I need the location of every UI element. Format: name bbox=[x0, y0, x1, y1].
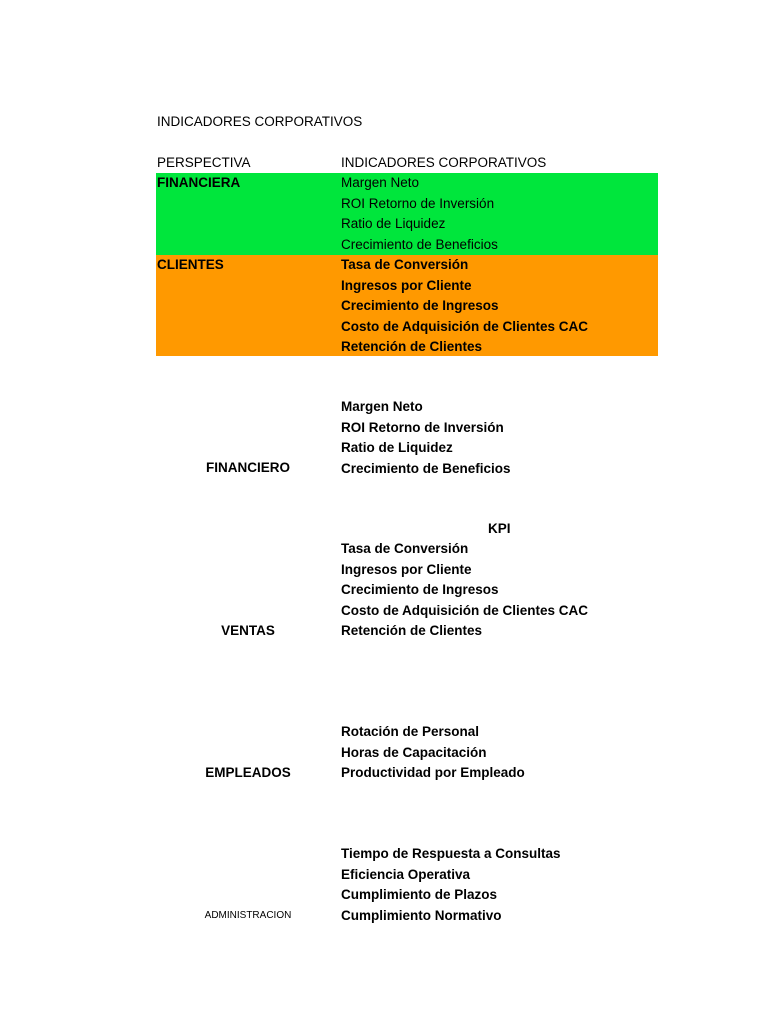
ventas-kpi-list bbox=[341, 539, 588, 642]
empleados-kpi-list bbox=[341, 722, 525, 784]
kpi-label: KPI bbox=[488, 521, 511, 536]
list-item: Crecimiento de Beneficios bbox=[341, 236, 498, 252]
list-item: Rotación de Personal bbox=[341, 724, 480, 739]
list-item: Margen Neto bbox=[341, 399, 423, 414]
group-label-administracion: ADMINISTRACION bbox=[204, 910, 292, 921]
financiero-kpi-list bbox=[341, 397, 511, 479]
group-label-financiero: FINANCIERO bbox=[206, 460, 290, 475]
header-indicadores: INDICADORES CORPORATIVOS bbox=[341, 155, 547, 170]
list-item: ROI Retorno de Inversión bbox=[341, 419, 504, 435]
list-item: Eficiencia Operativa bbox=[341, 866, 471, 882]
document-title: INDICADORES CORPORATIVOS bbox=[157, 114, 363, 129]
header-perspectiva: PERSPECTIVA bbox=[157, 155, 251, 170]
group-label-empleados: EMPLEADOS bbox=[205, 765, 291, 780]
list-item: Tasa de Conversión bbox=[341, 541, 469, 556]
list-item: Cumplimiento Normativo bbox=[341, 907, 502, 923]
clientes-indicator-list bbox=[341, 255, 588, 358]
list-item: Crecimiento de Beneficios bbox=[341, 460, 511, 476]
list-item: Tasa de Conversión bbox=[341, 257, 469, 272]
list-item: Costo de Adquisición de Clientes CAC bbox=[341, 602, 589, 618]
list-item: Ingresos por Cliente bbox=[341, 561, 472, 577]
administracion-kpi-list bbox=[341, 844, 561, 926]
list-item: Margen Neto bbox=[341, 175, 420, 190]
list-item: Tiempo de Respuesta a Consultas bbox=[341, 846, 561, 861]
perspective-financiera: FINANCIERA bbox=[157, 175, 241, 190]
list-item: Crecimiento de Ingresos bbox=[341, 582, 499, 597]
list-item: ROI Retorno de Inversión bbox=[341, 195, 495, 211]
list-item: Cumplimiento de Plazos bbox=[341, 887, 498, 902]
list-item: Horas de Capacitación bbox=[341, 744, 487, 760]
list-item: Productividad por Empleado bbox=[341, 765, 525, 780]
group-label-ventas: VENTAS bbox=[221, 623, 275, 638]
financiera-indicator-list bbox=[341, 173, 498, 255]
list-item: Crecimiento de Ingresos bbox=[341, 298, 499, 313]
list-item: Costo de Adquisición de Clientes CAC bbox=[341, 318, 589, 334]
list-item: Ratio de Liquidez bbox=[341, 440, 453, 455]
list-item: Retención de Clientes bbox=[341, 623, 483, 638]
perspective-clientes: CLIENTES bbox=[157, 257, 224, 272]
list-item: Ingresos por Cliente bbox=[341, 277, 472, 293]
list-item: Ratio de Liquidez bbox=[341, 216, 446, 231]
list-item: Retención de Clientes bbox=[341, 339, 483, 354]
